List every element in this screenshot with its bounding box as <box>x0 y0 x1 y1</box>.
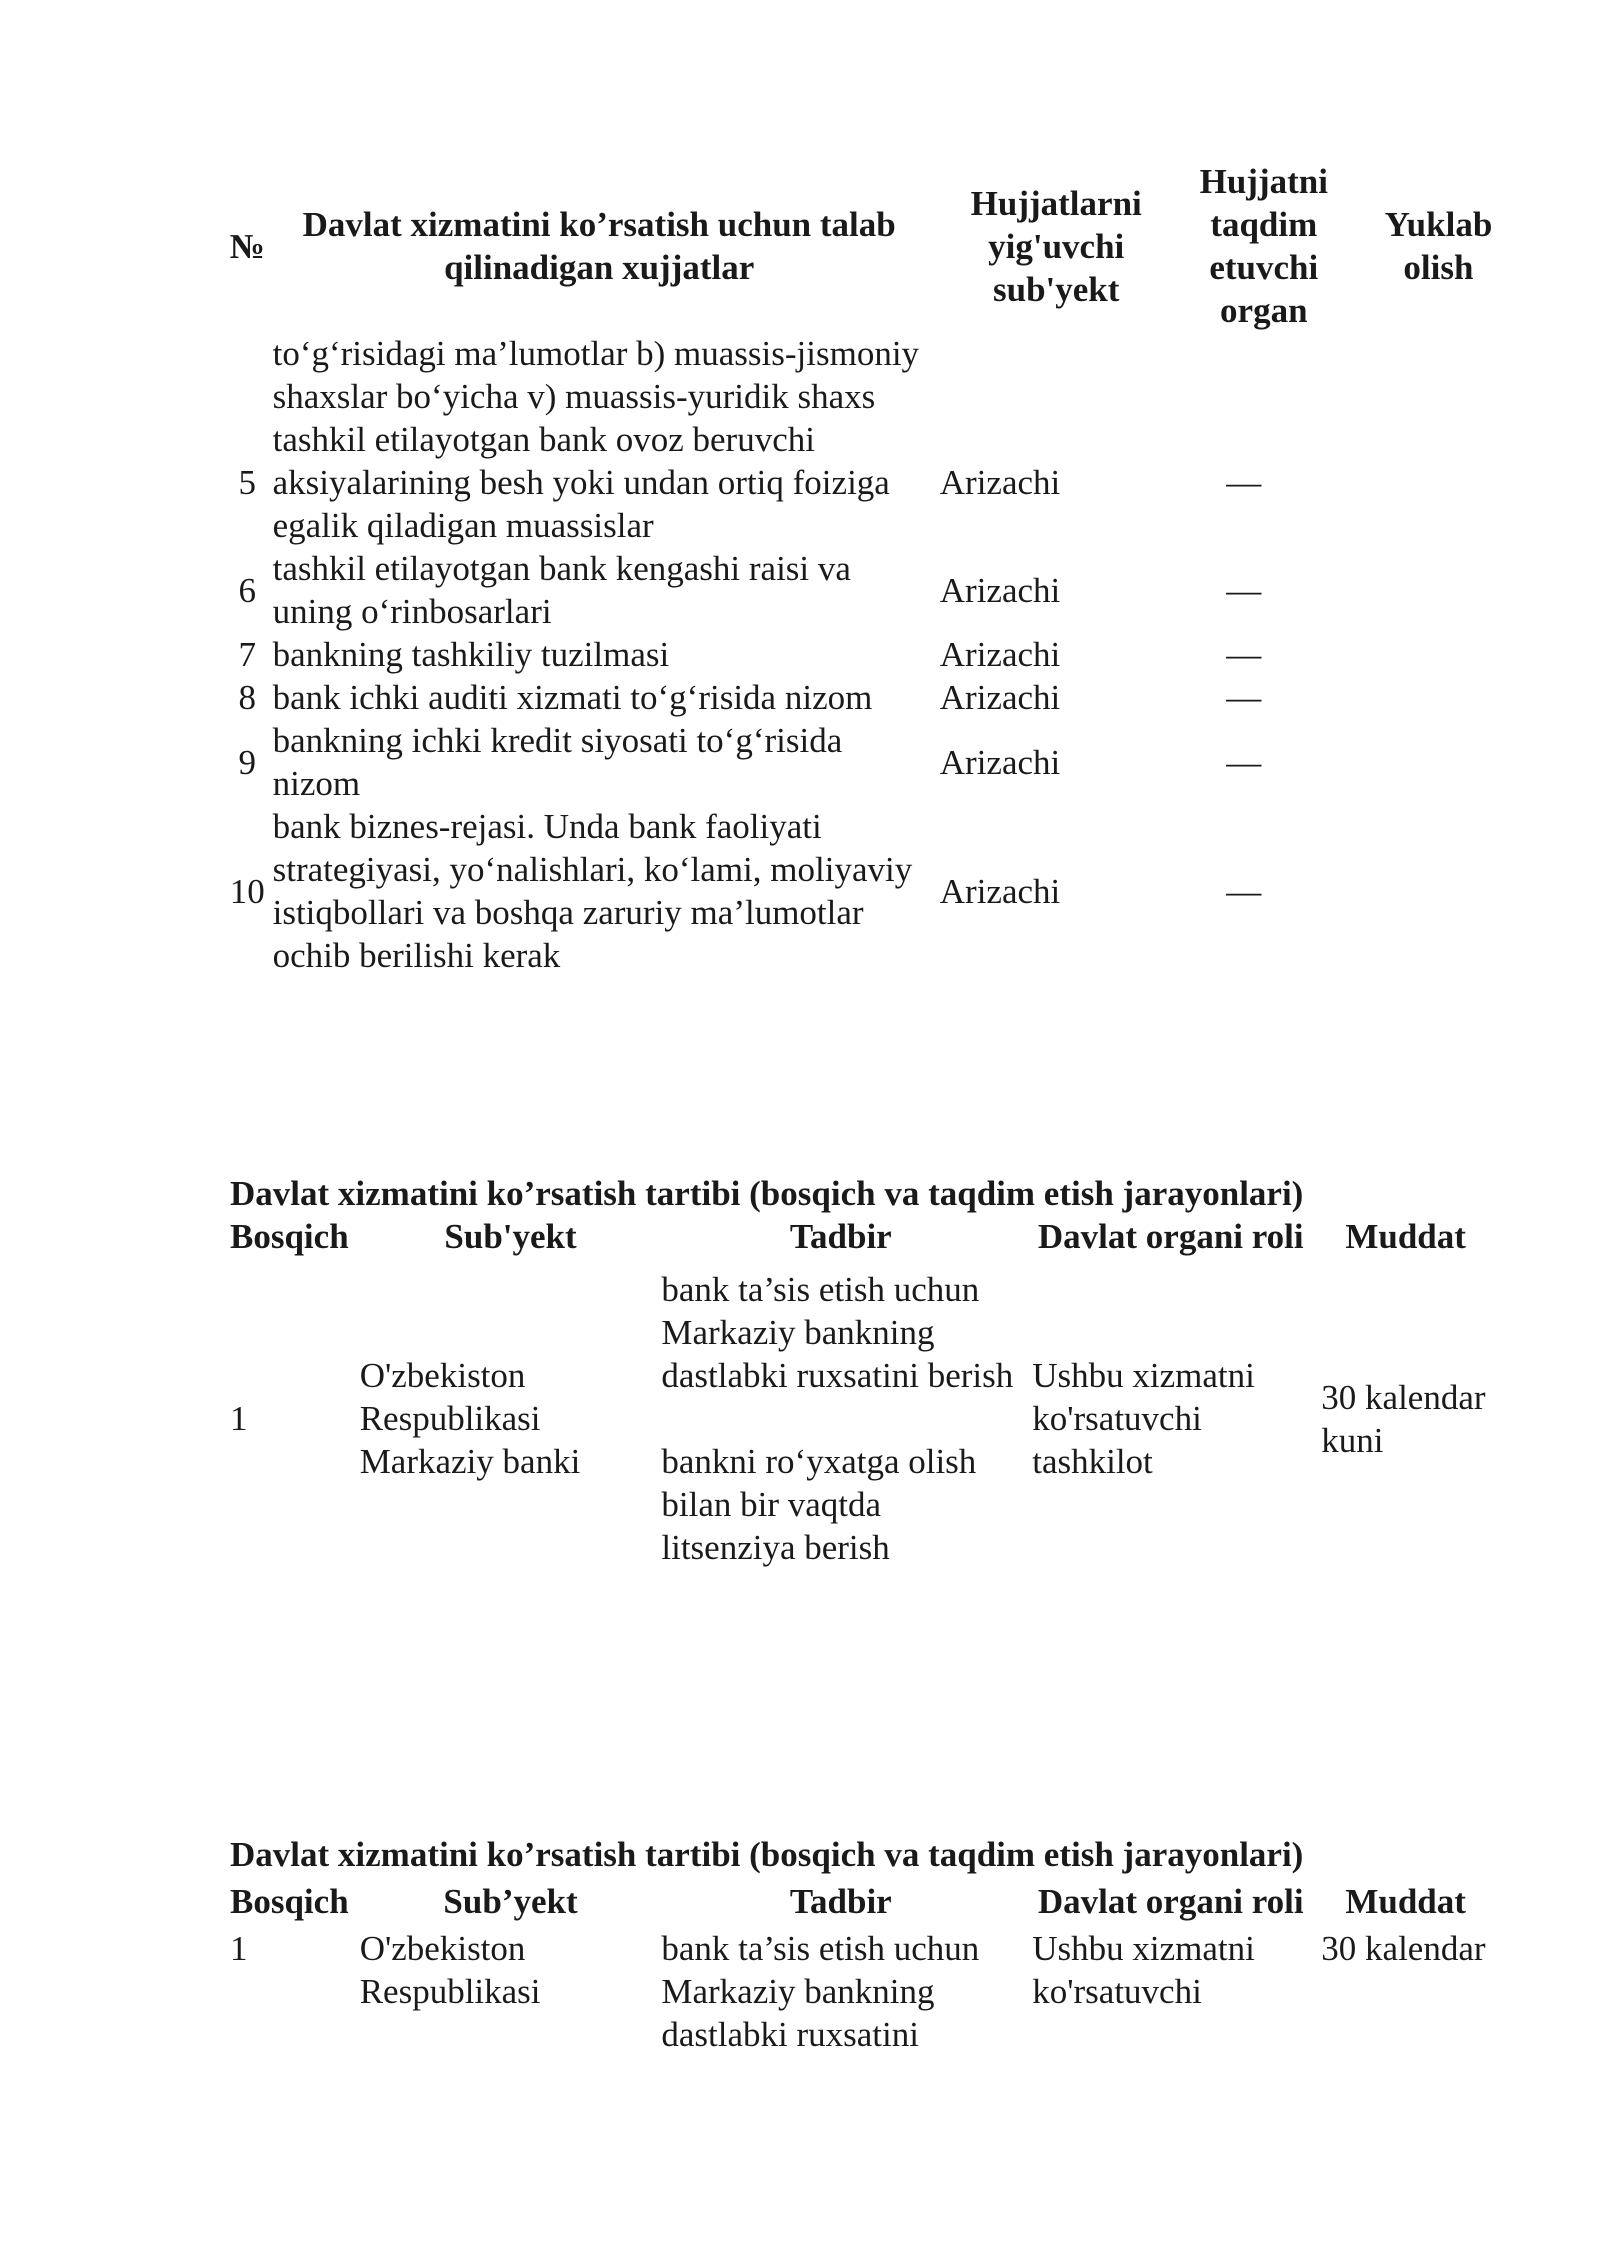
header-number: № <box>229 226 265 266</box>
header-subject: Sub’yekt <box>443 1882 578 1921</box>
row-subject: O'zbekiston Respublikasi Markaziy banki <box>359 1356 581 1481</box>
procedure-table <box>230 1215 1490 1569</box>
row-document: bank biznes-rejasi. Unda bank faoliyati strategiyasi, yo‘nalishlari, ko‘lami, moliyaviy istiqbollari va boshqa zaruriy ma’lumotlar ochib berilishi kerak <box>272 807 913 975</box>
procedure-title: Davlat xizmatini ko’rsatish tartibi (bosqich va taqdim etish jarayonlari) <box>230 1835 1304 1874</box>
row-org: — <box>1226 742 1262 782</box>
header-role: Davlat organi roli <box>1037 1217 1304 1256</box>
row-collector: Arizachi <box>939 678 1061 717</box>
required-documents-table <box>222 160 1522 977</box>
row-org: — <box>1226 635 1262 674</box>
row-document: tashkil etilayotgan bank ovoz beruvchi aksiyalarining besh yoki undan ortiq foiziga egalik qiladigan muassislar <box>272 420 890 545</box>
row-role: Ushbu xizmatni ko'rsatuvchi tashkilot <box>1032 1356 1255 1481</box>
table-row <box>230 1923 1490 2056</box>
row-number: 5 <box>238 463 257 502</box>
table-row <box>222 332 1522 418</box>
header-submitting-org: Hujjatni taqdim etuvchi organ <box>1199 162 1328 330</box>
header-role: Davlat organi roli <box>1037 1882 1304 1921</box>
row-org: — <box>1226 678 1262 717</box>
row-action: bank ta’sis etish uchun Markaziy bankning dastlabki ruxsatini <box>661 1929 980 2054</box>
table-row <box>222 805 1522 977</box>
table-row <box>222 418 1522 547</box>
table-row <box>222 633 1522 676</box>
row-role: Ushbu xizmatni ko'rsatuvchi <box>1032 1929 1255 2011</box>
row-document: tashkil etilayotgan bank kengashi raisi va uning o‘rinbosarlari <box>272 549 851 631</box>
table-row <box>222 547 1522 633</box>
row-collector: Arizachi <box>939 570 1061 610</box>
row-number: 9 <box>238 742 257 782</box>
row-collector: Arizachi <box>939 463 1061 502</box>
header-subject: Sub'yekt <box>444 1217 577 1256</box>
header-document: Davlat xizmatini ko’rsatish uchun talab qilinadigan xujjatlar <box>302 205 896 287</box>
table-row <box>222 676 1522 719</box>
row-number: 7 <box>238 635 257 674</box>
procedure-title: Davlat xizmatini ko’rsatish tartibi (bosqich va taqdim etish jarayonlari) <box>230 1174 1304 1213</box>
header-collector: Hujjatlarni yig'uvchi sub'yekt <box>970 183 1142 309</box>
row-number: 6 <box>238 570 257 610</box>
header-term: Muddat <box>1345 1217 1466 1256</box>
table-header-row <box>222 160 1522 332</box>
table-header-row <box>230 1880 1490 1923</box>
row-collector: Arizachi <box>939 742 1061 782</box>
row-stage: 1 <box>230 1929 248 1968</box>
table-header-row <box>230 1215 1490 1258</box>
row-document: bankning ichki kredit siyosati to‘g‘risida nizom <box>272 721 843 803</box>
row-collector: Arizachi <box>939 635 1061 674</box>
header-download: Yuklab olish <box>1384 205 1493 287</box>
row-document: bank ichki auditi xizmati to‘g‘risida nizom <box>272 678 873 717</box>
row-org: — <box>1226 570 1262 610</box>
header-term: Muddat <box>1345 1882 1466 1921</box>
row-org: — <box>1226 871 1262 911</box>
row-action: bank ta’sis etish uchun Markaziy bankning dastlabki ruxsatini berish <box>661 1270 1014 1395</box>
table-row <box>230 1258 1490 1569</box>
table-row <box>222 719 1522 805</box>
row-org: — <box>1226 463 1262 502</box>
row-document: bankning tashkiliy tuzilmasi <box>272 635 670 674</box>
continuation-cell: to‘g‘risidagi ma’lumotlar b) muassis-jismoniy shaxslar bo‘yicha v) muassis-yuridik shaxs <box>272 334 920 416</box>
header-action: Tadbir <box>789 1882 892 1921</box>
row-term: 30 kalendar kuni <box>1321 1377 1486 1460</box>
row-number: 10 <box>229 871 265 911</box>
row-number: 8 <box>238 678 257 717</box>
row-subject: O'zbekiston Respublikasi <box>359 1929 541 2011</box>
header-action: Tadbir <box>789 1217 892 1256</box>
header-stage: Bosqich <box>230 1217 349 1256</box>
row-action: bankni ro‘yxatga olish bilan bir vaqtda litsenziya berish <box>661 1442 977 1567</box>
row-stage: 1 <box>230 1399 248 1438</box>
row-collector: Arizachi <box>939 871 1061 911</box>
header-stage: Bosqich <box>230 1882 349 1921</box>
procedure-table <box>230 1880 1490 2056</box>
row-term: 30 kalendar <box>1321 1929 1486 1968</box>
